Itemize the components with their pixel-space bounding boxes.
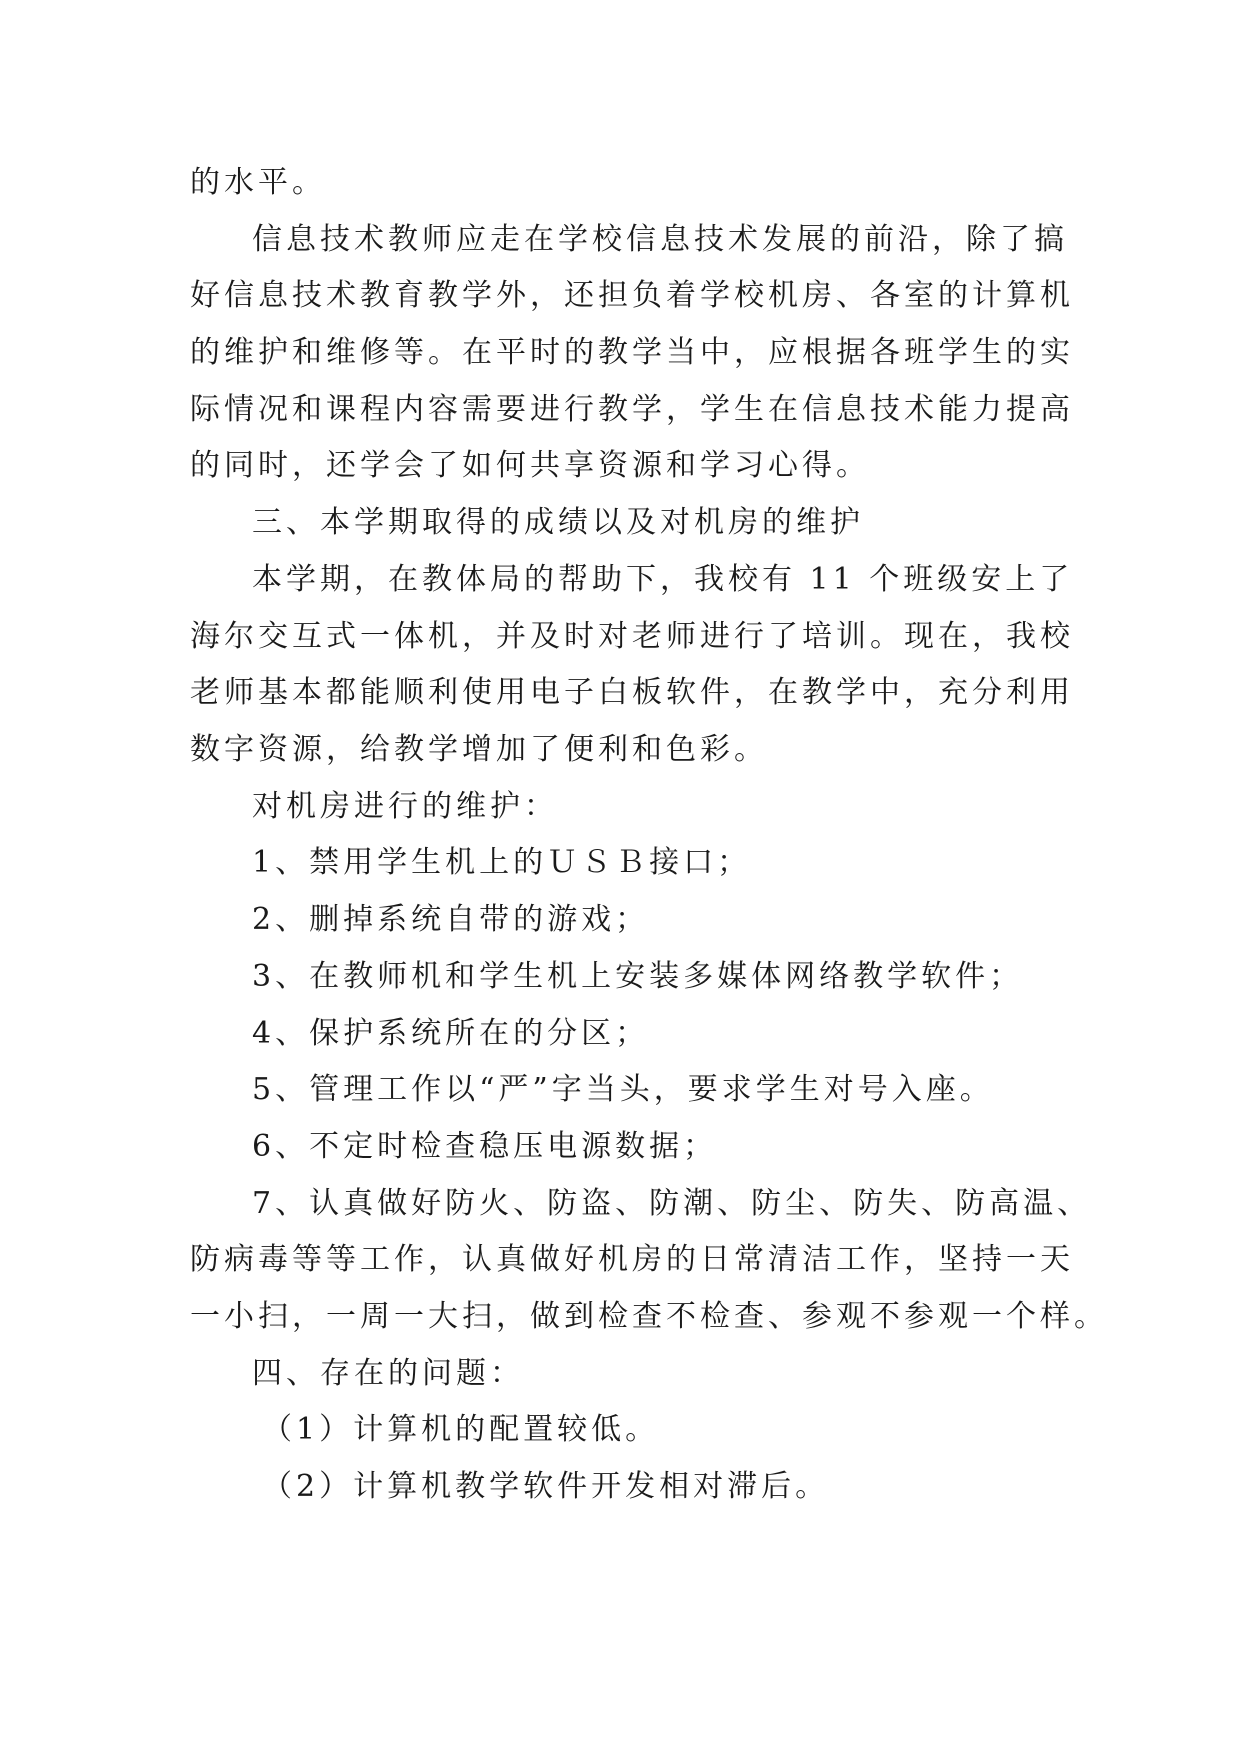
paragraph-line: 好信息技术教育教学外，还担负着学校机房、各室的计算机 [190, 278, 1074, 313]
list-item: 4、保护系统所在的分区； [252, 1016, 650, 1051]
list-item: 6、不定时检查稳压电源数据； [252, 1129, 718, 1164]
paragraph-line: 老师基本都能顺利使用电子白板软件，在教学中，充分利用 [190, 675, 1074, 710]
list-item: 2、删掉系统自带的游戏； [252, 902, 650, 937]
list-item: 3、在教师机和学生机上安装多媒体网络教学软件； [252, 959, 1024, 994]
paragraph-line: 本学期，在教体局的帮助下，我校有 11 个班级安上了 [252, 562, 1074, 597]
paragraph-line: 一小扫，一周一大扫，做到检查不检查、参观不参观一个样。 [190, 1299, 1108, 1334]
paragraph-line: 的同时，还学会了如何共享资源和学习心得。 [190, 448, 870, 483]
list-item: 1、禁用学生机上的ＵＳＢ接口； [252, 845, 752, 880]
paragraph-line: 对机房进行的维护： [252, 789, 558, 824]
paragraph-line: 的维护和维修等。在平时的教学当中，应根据各班学生的实 [190, 335, 1074, 370]
paragraph-line: 的水平。 [190, 165, 326, 200]
list-item: （1）计算机的配置较低。 [262, 1412, 660, 1447]
list-item: （2）计算机教学软件开发相对滞后。 [262, 1469, 830, 1504]
paragraph-line: 际情况和课程内容需要进行教学，学生在信息技术能力提高 [190, 392, 1074, 427]
paragraph-line: 数字资源，给教学增加了便利和色彩。 [190, 732, 768, 767]
list-item: 5、管理工作以“严”字当头，要求学生对号入座。 [252, 1072, 994, 1107]
paragraph-line: 信息技术教师应走在学校信息技术发展的前沿，除了搞 [252, 222, 1068, 257]
list-item: 7、认真做好防火、防盗、防潮、防尘、防失、防高温、 [252, 1186, 1092, 1221]
section-heading: 三、本学期取得的成绩以及对机房的维护 [252, 505, 864, 540]
section-heading: 四、存在的问题： [252, 1356, 524, 1391]
paragraph-line: 防病毒等等工作，认真做好机房的日常清洁工作，坚持一天 [190, 1242, 1074, 1277]
paragraph-line: 海尔交互式一体机，并及时对老师进行了培训。现在，我校 [190, 619, 1074, 654]
